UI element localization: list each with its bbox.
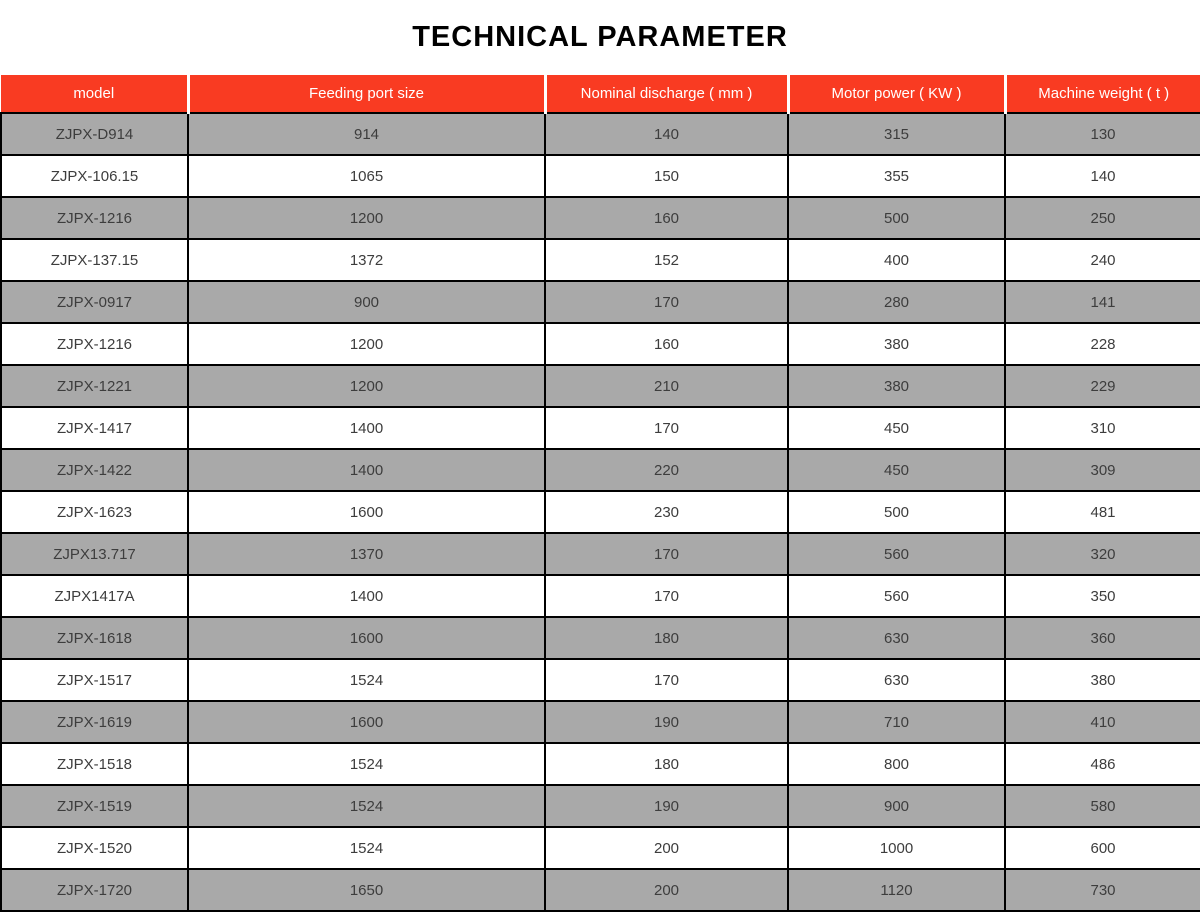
- table-cell: ZJPX-1619: [1, 701, 188, 743]
- title-bar: [0, 0, 1200, 75]
- table-row: [1, 743, 1200, 785]
- table-cell: 900: [788, 785, 1005, 827]
- table-cell: 180: [545, 617, 788, 659]
- table-cell: 1200: [188, 197, 545, 239]
- table-cell: 380: [1005, 659, 1200, 701]
- table-cell: ZJPX-1517: [1, 659, 188, 701]
- table-cell: ZJPX-1417: [1, 407, 188, 449]
- table-cell: 1524: [188, 659, 545, 701]
- table-cell: 230: [545, 491, 788, 533]
- table-cell: 560: [788, 533, 1005, 575]
- table-cell: 360: [1005, 617, 1200, 659]
- table-cell: 450: [788, 449, 1005, 491]
- table-row: [1, 365, 1200, 407]
- table-header: [1, 75, 1200, 113]
- table-cell: 315: [788, 113, 1005, 155]
- table-cell: 560: [788, 575, 1005, 617]
- table-cell: ZJPX-1623: [1, 491, 188, 533]
- table-cell: 160: [545, 197, 788, 239]
- table-cell: 1524: [188, 827, 545, 869]
- table-cell: 320: [1005, 533, 1200, 575]
- table-cell: 280: [788, 281, 1005, 323]
- table-cell: 486: [1005, 743, 1200, 785]
- table-cell: 150: [545, 155, 788, 197]
- table-cell: 730: [1005, 869, 1200, 911]
- table-cell: 630: [788, 659, 1005, 701]
- table-cell: 220: [545, 449, 788, 491]
- column-header-2: Nominal discharge ( mm ): [545, 75, 788, 113]
- table-cell: 900: [188, 281, 545, 323]
- table-cell: 140: [545, 113, 788, 155]
- table-row: [1, 575, 1200, 617]
- table-cell: 1400: [188, 407, 545, 449]
- table-row: [1, 491, 1200, 533]
- table-row: [1, 869, 1200, 911]
- table-cell: 250: [1005, 197, 1200, 239]
- table-cell: 200: [545, 869, 788, 911]
- table-cell: ZJPX-1221: [1, 365, 188, 407]
- table-cell: 1400: [188, 449, 545, 491]
- table-cell: ZJPX-106.15: [1, 155, 188, 197]
- table-cell: 170: [545, 533, 788, 575]
- table-header-row: [1, 75, 1200, 113]
- table-cell: 229: [1005, 365, 1200, 407]
- table-cell: 240: [1005, 239, 1200, 281]
- table-cell: 380: [788, 323, 1005, 365]
- table-cell: 500: [788, 197, 1005, 239]
- table-cell: ZJPX-1520: [1, 827, 188, 869]
- column-header-3: Motor power ( KW ): [788, 75, 1005, 113]
- table-cell: ZJPX-1518: [1, 743, 188, 785]
- table-cell: 1524: [188, 743, 545, 785]
- table-cell: 1650: [188, 869, 545, 911]
- table-cell: ZJPX-1720: [1, 869, 188, 911]
- table-cell: 350: [1005, 575, 1200, 617]
- technical-parameter-table: [0, 75, 1200, 912]
- table-cell: ZJPX-1216: [1, 323, 188, 365]
- table-cell: 1524: [188, 785, 545, 827]
- table-cell: 170: [545, 281, 788, 323]
- table-cell: 200: [545, 827, 788, 869]
- table-cell: ZJPX-0917: [1, 281, 188, 323]
- table-cell: ZJPX-1216: [1, 197, 188, 239]
- table-cell: 1600: [188, 491, 545, 533]
- table-cell: ZJPX13.717: [1, 533, 188, 575]
- table-cell: 130: [1005, 113, 1200, 155]
- table-cell: 355: [788, 155, 1005, 197]
- table-row: [1, 659, 1200, 701]
- table-cell: 380: [788, 365, 1005, 407]
- table-cell: 630: [788, 617, 1005, 659]
- table-cell: ZJPX1417A: [1, 575, 188, 617]
- table-cell: 1000: [788, 827, 1005, 869]
- table-cell: 228: [1005, 323, 1200, 365]
- table-cell: ZJPX-D914: [1, 113, 188, 155]
- table-row: [1, 197, 1200, 239]
- table-cell: 710: [788, 701, 1005, 743]
- table-cell: 210: [545, 365, 788, 407]
- table-cell: 180: [545, 743, 788, 785]
- column-header-1: Feeding port size: [188, 75, 545, 113]
- table-cell: 914: [188, 113, 545, 155]
- table-cell: 170: [545, 407, 788, 449]
- table-cell: 580: [1005, 785, 1200, 827]
- table-row: [1, 827, 1200, 869]
- table-cell: 170: [545, 659, 788, 701]
- table-row: [1, 617, 1200, 659]
- table-cell: ZJPX-137.15: [1, 239, 188, 281]
- table-cell: 481: [1005, 491, 1200, 533]
- table-cell: 400: [788, 239, 1005, 281]
- table-row: [1, 155, 1200, 197]
- table-cell: 1120: [788, 869, 1005, 911]
- table-cell: 1600: [188, 617, 545, 659]
- column-header-0: model: [1, 75, 188, 113]
- table-cell: 800: [788, 743, 1005, 785]
- table-cell: 170: [545, 575, 788, 617]
- table-cell: 141: [1005, 281, 1200, 323]
- column-header-4: Machine weight ( t ): [1005, 75, 1200, 113]
- table-cell: 140: [1005, 155, 1200, 197]
- table-cell: ZJPX-1618: [1, 617, 188, 659]
- table-cell: 1372: [188, 239, 545, 281]
- table-cell: 190: [545, 785, 788, 827]
- table-cell: 500: [788, 491, 1005, 533]
- table-cell: 160: [545, 323, 788, 365]
- table-row: [1, 281, 1200, 323]
- page-title: TECHNICAL PARAMETER: [412, 21, 788, 53]
- table-cell: 152: [545, 239, 788, 281]
- table-body: [1, 113, 1200, 911]
- table-cell: 309: [1005, 449, 1200, 491]
- table-cell: ZJPX-1519: [1, 785, 188, 827]
- table-row: [1, 701, 1200, 743]
- table-row: [1, 113, 1200, 155]
- table-row: [1, 323, 1200, 365]
- table-cell: 410: [1005, 701, 1200, 743]
- table-cell: 1200: [188, 323, 545, 365]
- table-row: [1, 407, 1200, 449]
- table-cell: 190: [545, 701, 788, 743]
- table-cell: 1600: [188, 701, 545, 743]
- table-cell: 1370: [188, 533, 545, 575]
- table-cell: 450: [788, 407, 1005, 449]
- table-row: [1, 533, 1200, 575]
- table-cell: 600: [1005, 827, 1200, 869]
- table-cell: 310: [1005, 407, 1200, 449]
- table-row: [1, 449, 1200, 491]
- table-cell: 1400: [188, 575, 545, 617]
- table-cell: 1065: [188, 155, 545, 197]
- table-cell: ZJPX-1422: [1, 449, 188, 491]
- table-cell: 1200: [188, 365, 545, 407]
- table-row: [1, 785, 1200, 827]
- table-row: [1, 239, 1200, 281]
